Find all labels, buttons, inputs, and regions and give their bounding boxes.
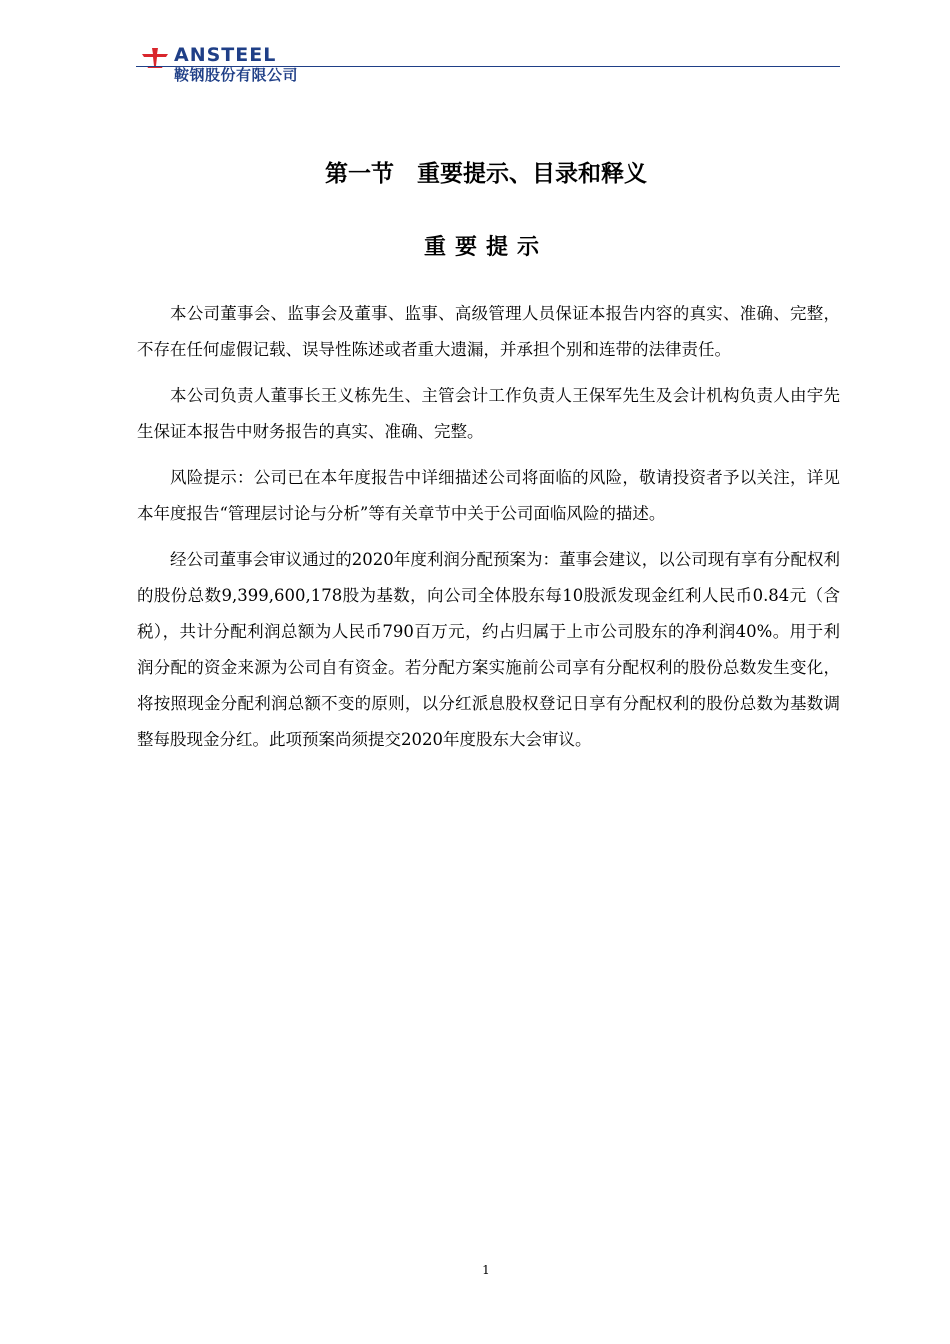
paragraph-responsibility: 本公司董事会、监事会及董事、监事、高级管理人员保证本报告内容的真实、准确、完整，不存在任何虚假记载、误导性陈述或者重大遗漏，并承担个别和连带的法律责任。: [137, 304, 840, 359]
ansteel-logo-icon: [140, 46, 170, 68]
paragraph-financial-guarantee: 本公司负责人董事长王义栋先生、主管会计工作负责人王保军先生及会计机构负责人由宇先生保证本报告中财务报告的真实、准确、完整。: [137, 386, 840, 441]
notice-body: [137, 296, 840, 768]
header-divider: [136, 66, 840, 67]
section-title: 第一节 重要提示、目录和释义: [325, 161, 647, 187]
page-number: 1: [482, 1263, 490, 1277]
important-notice-heading: 重要提示: [423, 235, 548, 260]
logo-english-name: ANSTEEL: [174, 44, 277, 66]
paragraph-profit-distribution: 经公司董事会审议通过的2020年度利润分配预案为：董事会建议，以公司现有享有分配权利的股份总数9,399,600,178股为基数，向公司全体股东每10股派发现金红利人民币0.84元（含税），共计分配利润总额为人民币790百万元，约占归属于上市公司股东的净利润40%。用于利润分配的资金来源为公司自有资金。若分配方案实施前公司享有分配权利的股份总数发生变化，将按照现金分配利润总额不变的原则，以分红派息股权登记日享有分配权利的股份总数为基数调整每股现金分红。此项预案尚须提交2020年度股东大会审议。: [137, 550, 840, 749]
paragraph-risk-warning: 风险提示：公司已在本年度报告中详细描述公司将面临的风险，敬请投资者予以关注，详见本年度报告“管理层讨论与分析”等有关章节中关于公司面临风险的描述。: [137, 468, 840, 523]
logo-chinese-name: 鞍钢股份有限公司: [174, 66, 299, 84]
page-header: [140, 44, 840, 84]
